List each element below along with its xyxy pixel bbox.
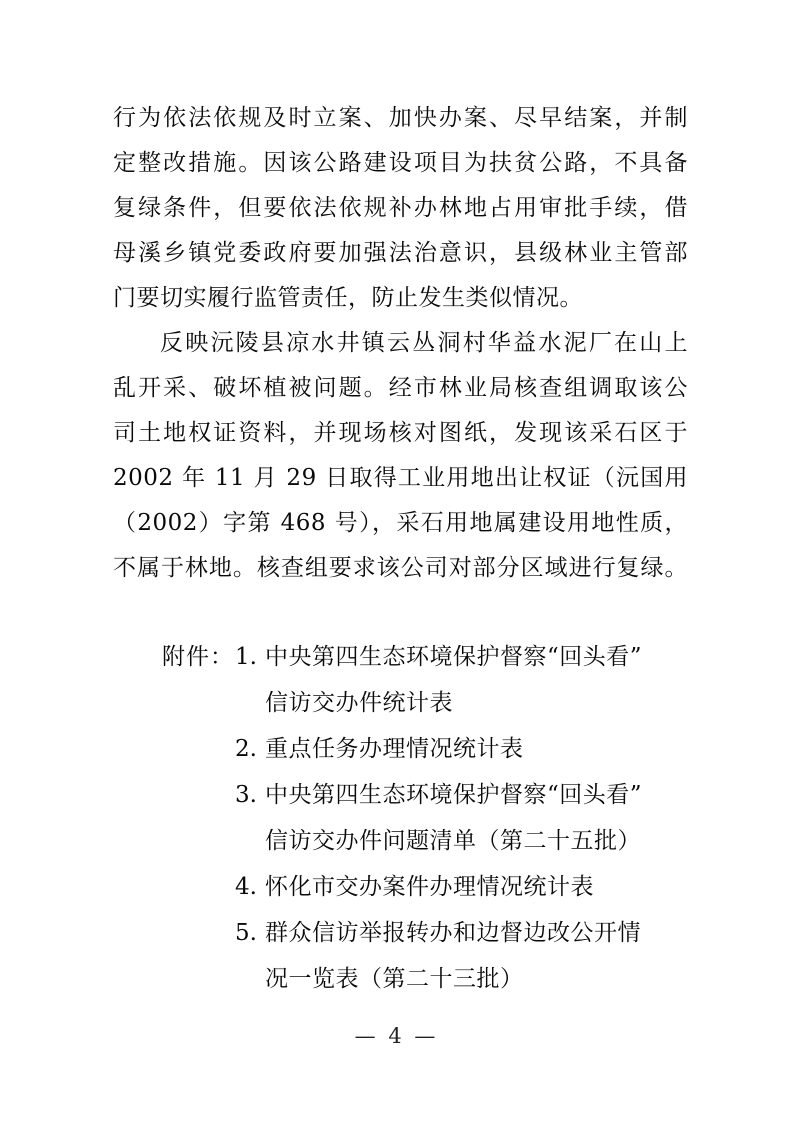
paragraph — [113, 96, 688, 321]
attachment-label: 附件： — [162, 644, 234, 670]
attachment-item — [235, 726, 688, 772]
attachment-line: 况一览表（第二十三批） — [265, 966, 524, 992]
attachment-list — [113, 634, 688, 1002]
body-line: 母溪乡镇党委政府要加强法治意识，县级林业主管部 — [113, 240, 688, 266]
attachment-item — [235, 772, 688, 864]
attachment-number: 5. — [235, 920, 257, 946]
body-line: 乱开采、破坏植被问题。经市林业局核查组调取该公 — [113, 375, 688, 401]
body-line: 2002 年 11 月 29 日取得工业用地出让权证（沅国用 — [113, 465, 688, 491]
body-line: （2002）字第 468 号），采石用地属建设用地性质， — [113, 510, 688, 536]
attachment-number: 1. — [235, 644, 257, 670]
attachment-item — [235, 864, 688, 910]
body-line: 复绿条件，但要依法依规补办林地占用审批手续，借 — [113, 195, 688, 221]
body-line: 门要切实履行监管责任，防止发生类似情况。 — [113, 285, 583, 311]
paragraph — [113, 321, 688, 591]
body-line: 不属于林地。核查组要求该公司对部分区域进行复绿。 — [113, 555, 688, 581]
attachment-item — [235, 910, 688, 1002]
attachment-items — [235, 634, 688, 1002]
attachment-line: 群众信访举报转办和边督边改公开情 — [265, 920, 641, 946]
attachment-title — [265, 864, 688, 910]
attachment-item — [235, 634, 688, 726]
attachment-title — [265, 910, 688, 1002]
body-line: 司土地权证资料，并现场核对图纸，发现该采石区于 — [113, 420, 688, 446]
attachment-number: 3. — [235, 782, 257, 808]
attachment-title — [265, 772, 688, 864]
body-line: 定整改措施。因该公路建设项目为扶贫公路，不具备 — [113, 150, 688, 176]
attachment-line: 重点任务办理情况统计表 — [265, 736, 524, 762]
attachment-line: 中央第四生态环境保护督察“回头看” — [265, 644, 643, 670]
body-line: 反映沅陵县凉水井镇云丛洞村华益水泥厂在山上 — [160, 330, 688, 356]
attachment-line: 信访交办件问题清单（第二十五批） — [265, 828, 641, 854]
attachment-title — [265, 634, 688, 726]
body-text — [113, 96, 688, 591]
attachment-line: 怀化市交办案件办理情况统计表 — [265, 874, 594, 900]
page-number: — 4 — — [354, 1024, 439, 1048]
attachment-number: 2. — [235, 736, 257, 762]
body-line: 行为依法依规及时立案、加快办案、尽早结案，并制 — [113, 105, 688, 131]
attachment-line: 中央第四生态环境保护督察“回头看” — [265, 782, 643, 808]
attachment-number: 4. — [235, 874, 257, 900]
attachment-title — [265, 726, 688, 772]
attachment-line: 信访交办件统计表 — [265, 690, 453, 716]
